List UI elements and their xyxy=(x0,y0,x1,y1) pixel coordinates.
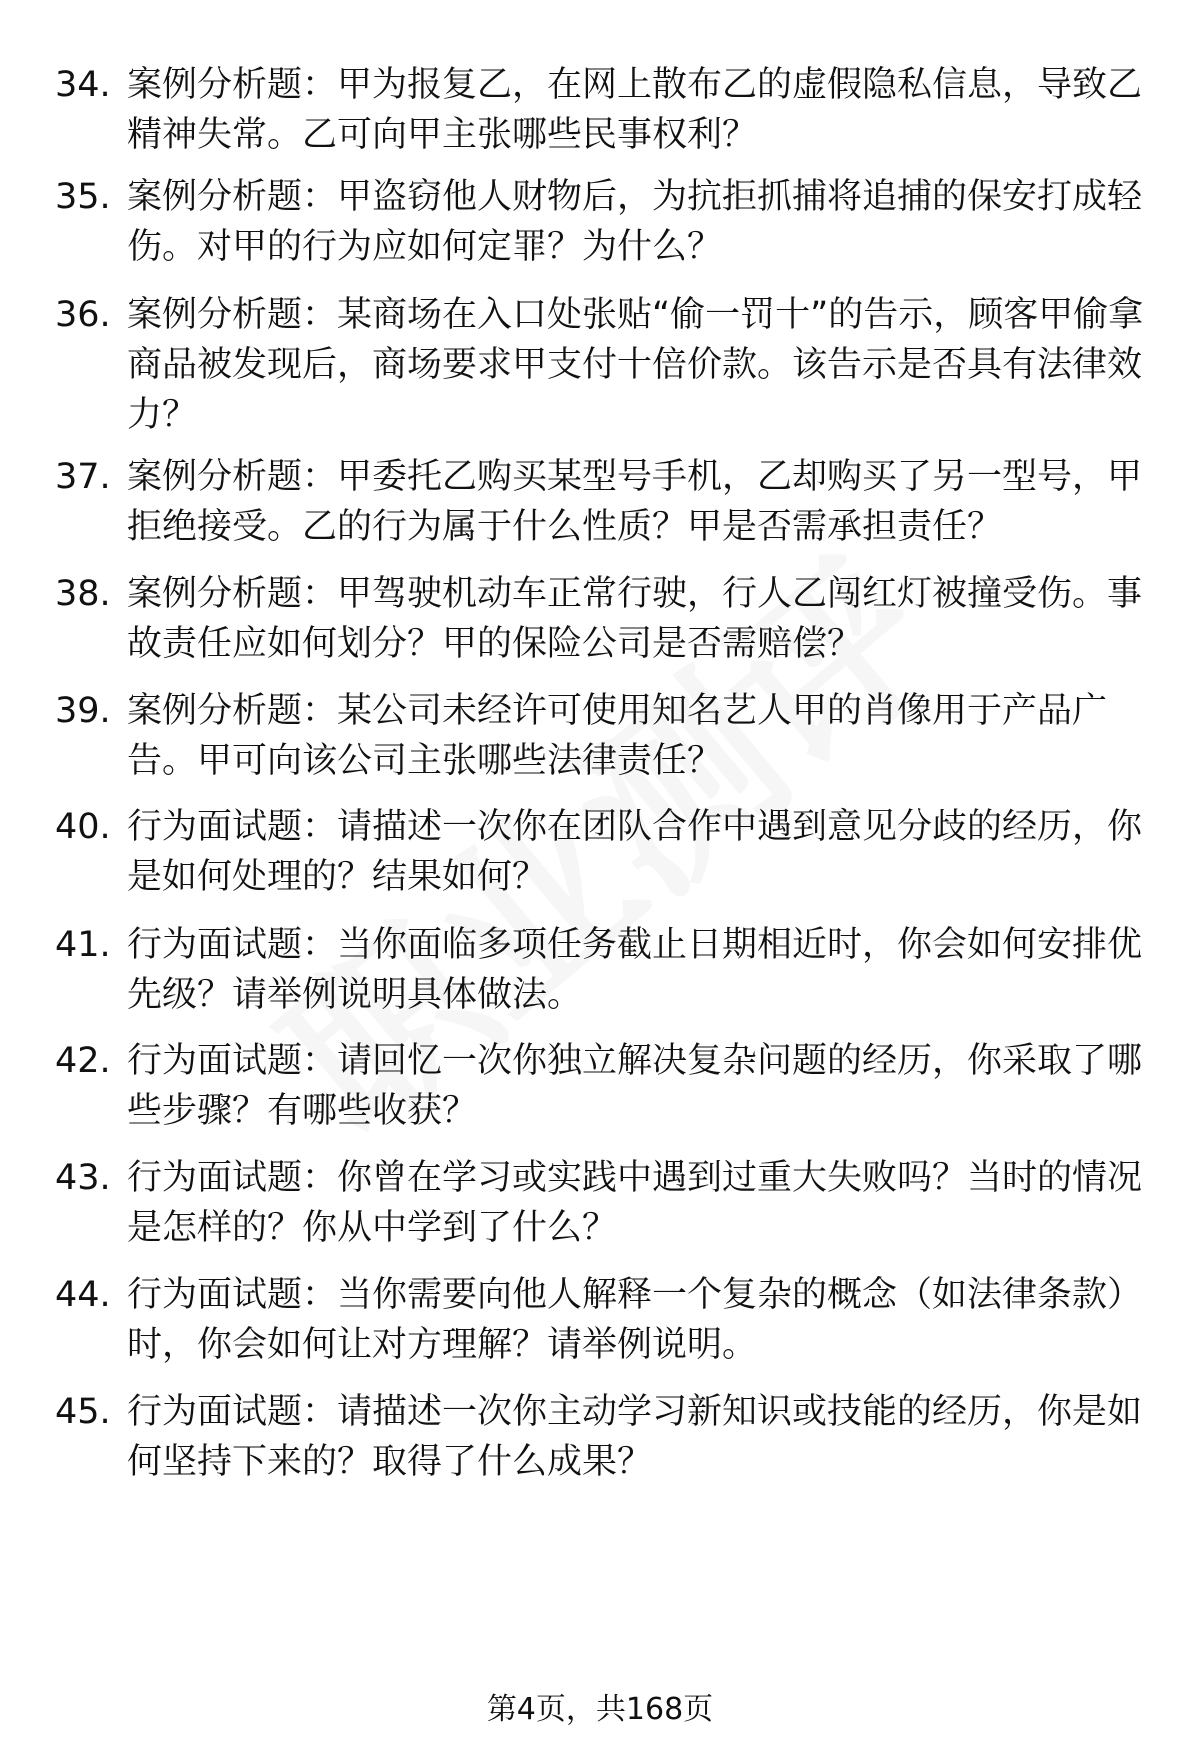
question-text: 行为面试题：请回忆一次你独立解决复杂问题的经历，你采取了哪些步骤？有哪些收获？ xyxy=(127,1041,1143,1131)
question-text: 案例分析题：某公司未经许可使用知名艺人甲的肖像用于产品广告。甲可向该公司主张哪些法律责任？ xyxy=(127,691,1108,781)
question-text: 案例分析题：甲委托乙购买某型号手机，乙却购买了另一型号，甲拒绝接受。乙的行为属于什么性质？甲是否需承担责任？ xyxy=(127,457,1143,547)
question-text: 案例分析题：某商场在入口处张贴“偷一罚十”的告示，顾客甲偷拿商品被发现后，商场要求甲支付十倍价款。该告示是否具有法律效力？ xyxy=(127,295,1144,435)
question-number: 38. xyxy=(55,574,111,614)
question-number: 37. xyxy=(55,457,111,497)
question-text: 行为面试题：当你面临多项任务截止日期相近时，你会如何安排优先级？请举例说明具体做法。 xyxy=(127,925,1143,1015)
question-text: 案例分析题：甲为报复乙，在网上散布乙的虚假隐私信息，导致乙精神失常。乙可向甲主张哪些民事权利？ xyxy=(127,65,1143,155)
question-number: 39. xyxy=(55,691,111,731)
question-number: 41. xyxy=(55,925,111,965)
question-text: 案例分析题：甲盗窃他人财物后，为抗拒抓捕将追捕的保安打成轻伤。对甲的行为应如何定罪？为什么？ xyxy=(127,177,1143,267)
question-number: 40. xyxy=(55,807,111,847)
question-number: 44. xyxy=(55,1275,111,1315)
question-number: 45. xyxy=(55,1392,111,1432)
question-text: 案例分析题：甲驾驶机动车正常行驶，行人乙闯红灯被撞受伤。事故责任应如何划分？甲的保险公司是否需赔偿？ xyxy=(127,574,1143,664)
question-number: 36. xyxy=(55,295,111,335)
question-number: 35. xyxy=(55,177,111,217)
question-text: 行为面试题：请描述一次你主动学习新知识或技能的经历，你是如何坚持下来的？取得了什么成果？ xyxy=(127,1392,1143,1482)
question-number: 43. xyxy=(55,1158,111,1198)
page-footer: 第4页，共168页 xyxy=(486,1692,714,1727)
question-number: 42. xyxy=(55,1041,111,1081)
question-number: 34. xyxy=(55,65,111,105)
question-text: 行为面试题：请描述一次你在团队合作中遇到意见分歧的经历，你是如何处理的？结果如何？ xyxy=(127,807,1143,897)
question-text: 行为面试题：当你需要向他人解释一个复杂的概念（如法律条款）时，你会如何让对方理解？请举例说明。 xyxy=(127,1275,1143,1365)
question-text: 行为面试题：你曾在学习或实践中遇到过重大失败吗？当时的情况是怎样的？你从中学到了什么？ xyxy=(127,1158,1143,1248)
